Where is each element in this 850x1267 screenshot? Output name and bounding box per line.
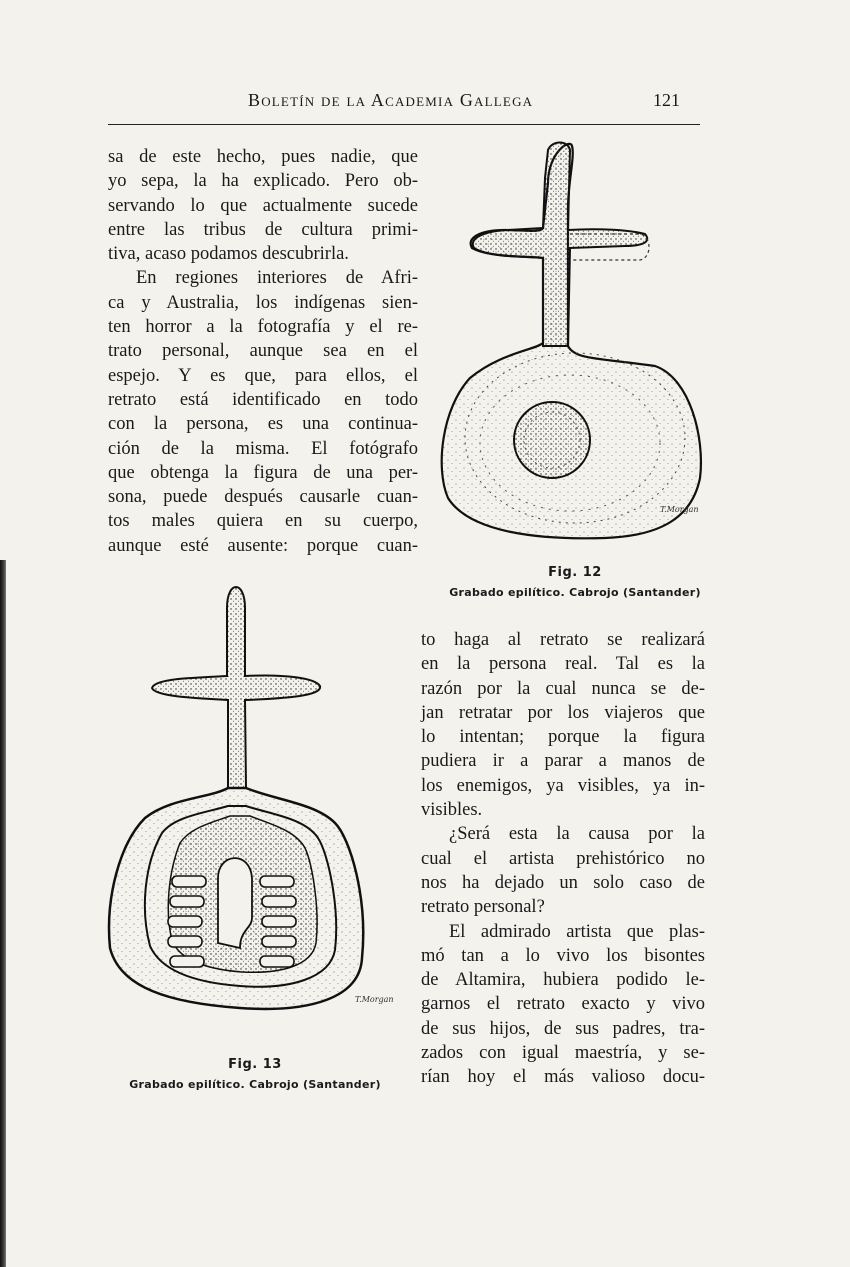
text-line: que obtenga la figura de una per-	[108, 462, 418, 483]
text-line: retrato personal?	[421, 897, 545, 918]
engraver-signature: T.Morgan	[660, 505, 699, 514]
text-column-left	[108, 145, 418, 558]
figure-12-engraving	[430, 138, 720, 548]
figure-13-engraving	[100, 578, 430, 1048]
text-line: trato personal, aunque sea en el	[108, 341, 418, 362]
text-line: ¿Será esta la causa por la	[449, 824, 705, 845]
figure-description: Grabado epilítico. Cabrojo (Santander)	[129, 1078, 381, 1091]
text-line: cual el artista prehistórico no	[421, 848, 705, 869]
figure-label: Fig. 12	[548, 565, 602, 580]
text-line: pudiera ir a parar a manos de	[421, 751, 705, 772]
text-line: ción de la misma. El fotógrafo	[108, 438, 418, 459]
text-line: aunque esté ausente: porque cuan-	[108, 535, 418, 556]
text-line: sona, puede después causarle cuan-	[108, 487, 418, 508]
running-header	[108, 88, 700, 125]
text-line: jan retratar por los viajeros que	[421, 702, 705, 723]
text-line: ca y Australia, los indígenas sien-	[108, 292, 418, 313]
text-line: tiva, acaso podamos descubrirla.	[108, 244, 349, 265]
text-line: yo sepa, la ha explicado. Pero ob-	[108, 171, 418, 192]
figure-12-caption	[430, 565, 720, 599]
text-line: razón por la cual nunca se de-	[421, 678, 705, 699]
text-line: espejo. Y es que, para ellos, el	[108, 365, 418, 386]
text-line: mó tan a lo vivo los bisontes	[421, 945, 705, 966]
text-line: lo intentan; porque la figura	[421, 727, 705, 748]
text-line: servando lo que actualmente sucede	[108, 195, 418, 216]
text-line: de sus hijos, de sus padres, tra-	[421, 1018, 705, 1039]
text-line: nos ha dejado un solo caso de	[421, 872, 705, 893]
text-line: entre las tribus de cultura primi-	[108, 219, 418, 240]
text-line: en la persona real. Tal es la	[421, 654, 705, 675]
page-binding-edge	[0, 560, 6, 1267]
figure-description: Grabado epilítico. Cabrojo (Santander)	[449, 586, 701, 599]
text-line: En regiones interiores de Afri-	[136, 268, 418, 289]
text-line: El admirado artista que plas-	[449, 921, 705, 942]
text-line: de Altamira, hubiera podido le-	[421, 970, 705, 991]
text-line: los enemigos, ya visibles, ya in-	[421, 775, 705, 796]
text-line: tos males quiera en su cuerpo,	[108, 511, 418, 532]
page-number: 121	[653, 90, 680, 110]
text-line: retrato está identificado en todo	[108, 389, 418, 410]
text-line: zados con igual maestría, y se-	[421, 1043, 705, 1064]
engraver-signature: T.Morgan	[355, 995, 394, 1004]
figure-label: Fig. 13	[228, 1057, 282, 1072]
text-line: rían hoy el más valioso docu-	[421, 1067, 705, 1088]
journal-title: Boletín de la Academia Gallega	[248, 90, 534, 110]
text-line: garnos el retrato exacto y vivo	[421, 994, 705, 1015]
text-column-right	[421, 628, 705, 1090]
text-line: sa de este hecho, pues nadie, que	[108, 147, 418, 167]
text-line: to haga al retrato se realizará	[421, 630, 705, 650]
text-line: visibles.	[421, 800, 483, 821]
figure-13-caption	[110, 1057, 400, 1091]
text-line: con la persona, es una continua-	[108, 414, 418, 435]
text-line: ten horror a la fotografía y el re-	[108, 317, 418, 338]
